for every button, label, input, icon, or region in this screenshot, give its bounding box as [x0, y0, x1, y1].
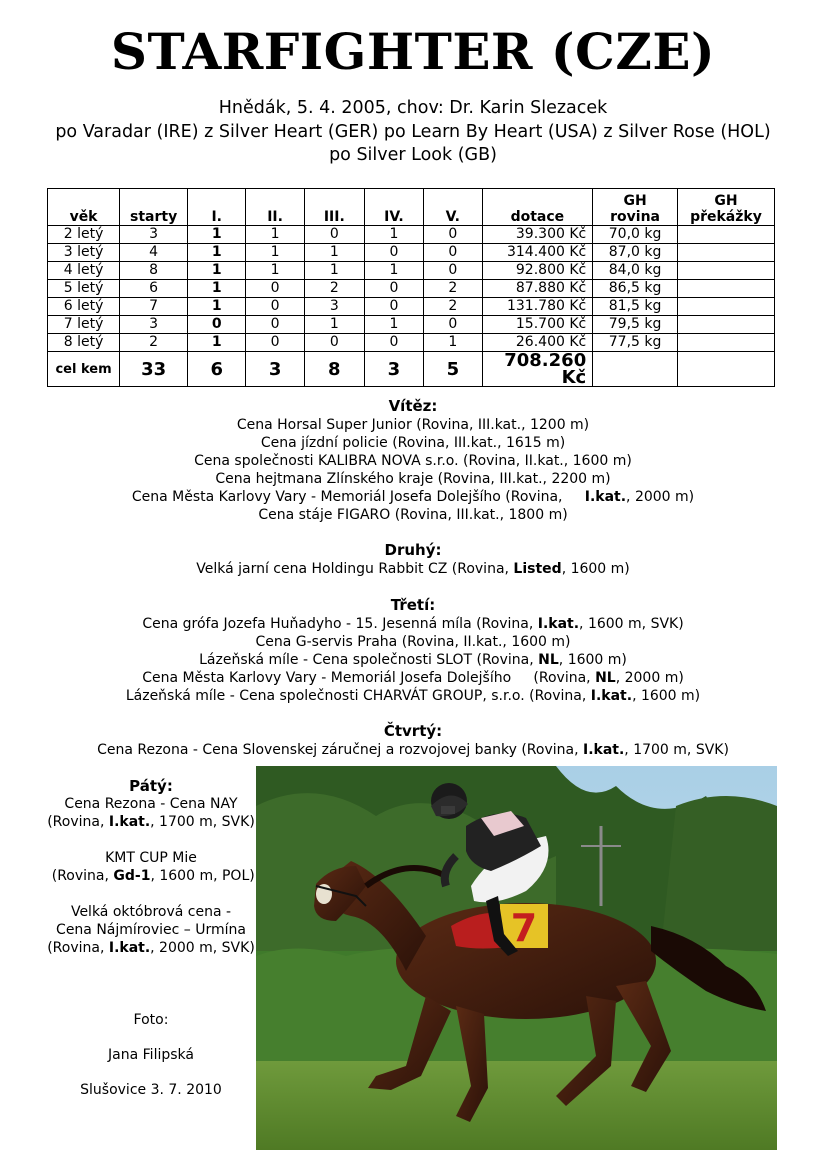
- race-text: , 2000 m): [626, 489, 695, 505]
- race-entry: [40, 867, 262, 885]
- table-cell: 0: [424, 244, 482, 262]
- table-cell: 0: [304, 334, 364, 352]
- race-entry: [0, 615, 826, 633]
- table-cell: 3: [120, 316, 188, 334]
- table-cell: 708.260 Kč: [482, 352, 593, 387]
- table-cell: 0: [364, 244, 423, 262]
- race-entry: Cena hejtmana Zlínského kraje (Rovina, III.kat., 2200 m): [215, 471, 611, 487]
- table-cell: 70,0 kg: [593, 226, 678, 244]
- table-cell: 0: [246, 298, 305, 316]
- table-cell: 87.880 Kč: [482, 280, 593, 298]
- table-cell: 0: [364, 334, 423, 352]
- race-entry: Cena jízdní policie (Rovina, III.kat., 1615 m): [260, 435, 566, 451]
- race-entry: [40, 849, 262, 867]
- table-cell: 0: [246, 280, 305, 298]
- table-cell: 1: [188, 298, 246, 316]
- race-text: , 1700 m, SVK): [150, 814, 255, 830]
- race-category: NL: [538, 652, 559, 668]
- table-row: [48, 280, 775, 298]
- table-cell: 0: [364, 280, 423, 298]
- race-entry: Cena stáje FIGARO (Rovina, III.kat., 1800 m): [258, 507, 568, 523]
- column-header: GH překážky: [677, 189, 774, 226]
- table-row: [48, 244, 775, 262]
- table-cell: 0: [364, 298, 423, 316]
- table-cell: 1: [364, 262, 423, 280]
- table-cell: [677, 334, 774, 352]
- race-entry: [0, 560, 826, 578]
- race-text: Cena grófa Jozefa Huňadyho - 15. Jesenná míla (Rovina,: [142, 616, 538, 632]
- table-cell: 77,5 kg: [593, 334, 678, 352]
- table-cell: [677, 298, 774, 316]
- race-category: Listed: [513, 561, 562, 577]
- race-entry: Cena Horsal Super Junior (Rovina, III.kat., 1200 m): [236, 417, 590, 433]
- third-place-section: [0, 596, 826, 705]
- table-cell: 1: [424, 334, 482, 352]
- table-cell: 1: [246, 226, 305, 244]
- table-cell: 131.780 Kč: [482, 298, 593, 316]
- table-cell: [677, 280, 774, 298]
- table-cell: [677, 226, 774, 244]
- career-stats-table: [47, 188, 775, 387]
- table-cell: 3: [364, 352, 423, 387]
- table-cell: [677, 352, 774, 387]
- race-entry: [40, 813, 262, 831]
- race-text: , 1600 m, SVK): [579, 616, 684, 632]
- table-cell: 2: [424, 298, 482, 316]
- table-cell: 4: [120, 244, 188, 262]
- table-cell: 8: [304, 352, 364, 387]
- race-entry: Cena společnosti KALIBRA NOVA s.r.o. (Rovina, II.kat., 1600 m): [194, 453, 632, 469]
- table-cell: 0: [304, 226, 364, 244]
- race-entry: [40, 795, 262, 813]
- table-cell: 2 letý: [48, 226, 120, 244]
- race-text: Cena Rezona - Cena Slovenskej záručnej a rozvojovej banky (Rovina,: [97, 742, 583, 758]
- table-cell: 81,5 kg: [593, 298, 678, 316]
- table-cell: 2: [120, 334, 188, 352]
- fifth-place-section: [40, 777, 262, 957]
- race-category: I.kat.: [108, 940, 151, 956]
- race-entry: Cena G-servis Praha (Rovina, II.kat., 1600 m): [255, 634, 571, 650]
- table-cell: 7 letý: [48, 316, 120, 334]
- column-header: III.: [304, 189, 364, 226]
- table-cell: 1: [188, 226, 246, 244]
- race-text: Cena Nájmíroviec – Urmína: [56, 922, 246, 938]
- table-cell: 0: [424, 226, 482, 244]
- table-cell: 1: [188, 244, 246, 262]
- table-cell: 26.400 Kč: [482, 334, 593, 352]
- race-text: (Rovina,: [47, 940, 109, 956]
- race-text: , 1600 m): [558, 652, 627, 668]
- race-category: I.kat.: [584, 489, 627, 505]
- race-entry: [0, 488, 826, 506]
- table-cell: 0: [424, 262, 482, 280]
- table-cell: 5 letý: [48, 280, 120, 298]
- column-header: dotace: [482, 189, 593, 226]
- column-header: II.: [246, 189, 305, 226]
- race-text: Cena Města Karlovy Vary - Memoriál Josefa Dolejšího (Rovina,: [131, 489, 585, 505]
- column-header: IV.: [364, 189, 423, 226]
- table-cell: 1: [188, 334, 246, 352]
- section-heading: Čtvrtý:: [383, 722, 443, 740]
- table-cell: 2: [304, 280, 364, 298]
- table-cell: 8 letý: [48, 334, 120, 352]
- section-heading: Třetí:: [390, 596, 436, 614]
- photo-credit: [40, 1011, 262, 1099]
- race-text: Velká októbrová cena -: [70, 904, 232, 920]
- race-text: Lázeňská míle - Cena společnosti SLOT (Rovina,: [199, 652, 539, 668]
- table-cell: 1: [246, 262, 305, 280]
- horse-photo: [256, 766, 777, 1150]
- race-text: , 2000 m): [615, 670, 684, 686]
- race-category: I.kat.: [583, 742, 625, 758]
- race-category: I.kat.: [590, 688, 633, 704]
- table-cell: 6 letý: [48, 298, 120, 316]
- table-cell: [677, 244, 774, 262]
- table-cell: [593, 352, 678, 387]
- table-cell: 92.800 Kč: [482, 262, 593, 280]
- race-category: I.kat.: [537, 616, 580, 632]
- race-text: Cena Rezona - Cena NAY: [64, 796, 238, 812]
- table-cell: 33: [120, 352, 188, 387]
- table-cell: 5: [424, 352, 482, 387]
- table-cell: [677, 316, 774, 334]
- total-row: [48, 352, 775, 387]
- saddle-number: 7: [510, 906, 538, 950]
- fourth-place-section: [0, 722, 826, 759]
- table-cell: [677, 262, 774, 280]
- table-cell: 1: [304, 244, 364, 262]
- column-header: starty: [120, 189, 188, 226]
- column-header: věk: [48, 189, 120, 226]
- race-category: NL: [595, 670, 616, 686]
- race-text: Velká jarní cena Holdingu Rabbit CZ (Rovina,: [196, 561, 514, 577]
- column-header: GH rovina: [593, 189, 678, 226]
- pedigree-line-1: po Varadar (IRE) z Silver Heart (GER) po Learn By Heart (USA) z Silver Rose (HOL): [55, 122, 771, 142]
- foto-author: Jana Filipská: [108, 1047, 194, 1063]
- table-cell: 3: [304, 298, 364, 316]
- table-cell: 3: [120, 226, 188, 244]
- table-cell: 87,0 kg: [593, 244, 678, 262]
- pedigree-line-2: po Silver Look (GB): [329, 145, 497, 165]
- race-entry: [0, 651, 826, 669]
- table-row: [48, 226, 775, 244]
- race-text: , 1700 m, SVK): [624, 742, 729, 758]
- section-heading: Pátý:: [129, 777, 173, 795]
- table-cell: 0: [246, 316, 305, 334]
- race-text: KMT CUP Mie: [105, 850, 197, 866]
- race-entry: [0, 741, 826, 759]
- race-text: Cena Města Karlovy Vary - Memoriál Josefa Dolejšího (Rovina,: [142, 670, 596, 686]
- section-heading: Vítěz:: [388, 397, 438, 415]
- table-cell: 6: [120, 280, 188, 298]
- table-cell: cel kem: [48, 352, 120, 387]
- table-cell: 2: [424, 280, 482, 298]
- race-text: (Rovina,: [47, 868, 114, 884]
- race-entry: [40, 903, 262, 921]
- race-text: , 1600 m): [561, 561, 630, 577]
- race-text: (Rovina,: [47, 814, 109, 830]
- winner-section: [0, 397, 826, 524]
- race-entry: [0, 687, 826, 705]
- table-row: [48, 298, 775, 316]
- race-category: Gd-1: [113, 868, 151, 884]
- race-text: Lázeňská míle - Cena společnosti CHARVÁT GROUP, s.r.o. (Rovina,: [125, 688, 591, 704]
- table-cell: 1: [364, 316, 423, 334]
- horse-info-line-1: Hnědák, 5. 4. 2005, chov: Dr. Karin Slezacek: [218, 98, 608, 118]
- race-category: I.kat.: [108, 814, 151, 830]
- race-entry: [40, 921, 262, 939]
- section-heading: Druhý:: [384, 541, 442, 559]
- race-text: , 1600 m): [632, 688, 701, 704]
- table-cell: 1: [364, 226, 423, 244]
- race-entry: [40, 939, 262, 957]
- table-cell: 0: [424, 316, 482, 334]
- race-entry: [0, 669, 826, 687]
- table-cell: 79,5 kg: [593, 316, 678, 334]
- table-cell: 3: [246, 352, 305, 387]
- table-cell: 7: [120, 298, 188, 316]
- table-cell: 4 letý: [48, 262, 120, 280]
- column-header: V.: [424, 189, 482, 226]
- second-place-section: [0, 541, 826, 578]
- table-cell: 1: [304, 262, 364, 280]
- column-header: I.: [188, 189, 246, 226]
- table-cell: 1: [188, 280, 246, 298]
- table-cell: 1: [246, 244, 305, 262]
- table-cell: 3 letý: [48, 244, 120, 262]
- race-text: , 1600 m, POL): [150, 868, 255, 884]
- table-cell: 0: [188, 316, 246, 334]
- page-title: STARFIGHTER (CZE): [110, 22, 716, 81]
- table-cell: 15.700 Kč: [482, 316, 593, 334]
- table-cell: 86,5 kg: [593, 280, 678, 298]
- table-cell: 1: [188, 262, 246, 280]
- table-row: [48, 334, 775, 352]
- table-cell: 6: [188, 352, 246, 387]
- table-cell: 0: [246, 334, 305, 352]
- table-cell: 1: [304, 316, 364, 334]
- foto-label: Foto:: [133, 1012, 169, 1028]
- table-cell: 314.400 Kč: [482, 244, 593, 262]
- table-row: [48, 316, 775, 334]
- table-cell: 84,0 kg: [593, 262, 678, 280]
- foto-place-date: Slušovice 3. 7. 2010: [80, 1082, 222, 1098]
- table-row: [48, 262, 775, 280]
- table-cell: 39.300 Kč: [482, 226, 593, 244]
- race-text: , 2000 m, SVK): [150, 940, 255, 956]
- table-cell: 8: [120, 262, 188, 280]
